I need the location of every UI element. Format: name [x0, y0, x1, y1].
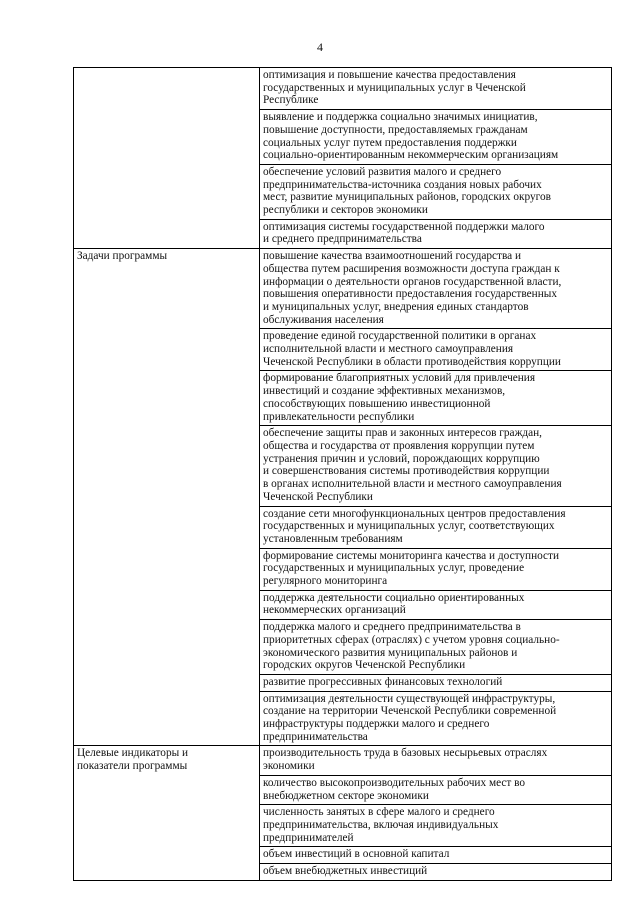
tasks-item-line: Чеченской Республики — [263, 490, 373, 503]
indicators-item-line: объем инвестиций в основной капитал — [263, 848, 450, 861]
tasks-item-line: государственных и муниципальных услуг, соответствующих — [263, 520, 555, 533]
tasks-item-line: городских округов Чеченской Республики — [263, 659, 466, 672]
tasks-item-line: развитие прогрессивных финансовых технологий — [263, 675, 503, 688]
tasks-item-line: общества путем расширения возможности доступа граждан к — [263, 262, 560, 275]
goals-item-line: оптимизация системы государственной поддержки малого — [263, 220, 545, 233]
goals-item-line: оптимизация и повышение качества предоставления — [263, 69, 516, 81]
tasks-item-line: и совершенствования системы противодействия коррупции — [263, 465, 550, 478]
goals-item-line: обеспечение условий развития малого и среднего — [263, 165, 502, 178]
page-number: 4 — [317, 40, 323, 54]
tasks-item-line: и муниципальных услуг, внедрения единых стандартов — [263, 300, 529, 313]
tasks-item-line: устранения причин и условий, порождающих коррупцию — [263, 452, 540, 465]
indicators-item — [260, 775, 612, 804]
tasks-item-line: предпринимательства — [263, 730, 368, 743]
goals-item-line: социальных услуг путем предоставления поддержки — [263, 136, 517, 149]
tasks-item-line: формирование благоприятных условий для привлечения — [263, 372, 536, 385]
tasks-item-line: создание сети многофункциональных центров предоставления — [263, 507, 566, 520]
tasks-item — [260, 674, 612, 691]
tasks-item-line: инвестиций и создание эффективных механизмов, — [263, 385, 506, 398]
tasks-item — [260, 548, 612, 590]
indicators-item-line: объем внебюджетных инвестиций — [263, 865, 428, 878]
indicators-label — [74, 746, 260, 880]
tasks-item-line: создание на территории Чеченской Республики современной — [263, 705, 557, 718]
goals-item-line: повышение доступности, предоставляемых гражданам — [263, 123, 528, 136]
tasks-item — [260, 620, 612, 675]
indicators-item-line: предпринимательства, включая индивидуальных — [263, 818, 499, 831]
goals-item-line: выявление и поддержка социально значимых инициатив, — [263, 111, 538, 124]
tasks-item-line: информации о деятельности органов государственной власти, — [263, 275, 562, 288]
tasks-item-line: общества и государства от проявления коррупции путем — [263, 439, 535, 452]
goals-item-line: республики и секторов экономики — [263, 204, 428, 217]
tasks-item-line: привлекательности республики — [263, 410, 415, 423]
indicators-label-line: Целевые индикаторы и — [77, 747, 189, 760]
indicators-item-line: внебюджетном секторе экономики — [263, 789, 429, 802]
goals-label — [74, 68, 260, 249]
tasks-item-line: формирование системы мониторинга качества и доступности — [263, 549, 560, 562]
goals-item — [260, 68, 612, 110]
tasks-label — [74, 249, 260, 746]
tasks-item-line: инфраструктуры поддержки малого и среднего — [263, 718, 490, 731]
tasks-item — [260, 371, 612, 426]
tasks-item — [260, 691, 612, 746]
indicators-item — [260, 746, 612, 775]
tasks-item — [260, 506, 612, 548]
tasks-item — [260, 590, 612, 619]
tasks-item-line: в органах исполнительной власти и местного самоуправления — [263, 478, 562, 491]
table-body — [74, 68, 612, 881]
tasks-item-line: обеспечение защиты прав и законных интересов граждан, — [263, 427, 543, 440]
indicators-item-line: количество высокопроизводительных рабочих мест во — [263, 776, 526, 789]
tasks-item-line: повышение качества взаимоотношений государства и — [263, 250, 522, 263]
tasks-item-line: исполнительной власти и местного самоуправления — [263, 343, 514, 356]
indicators-item-line: экономики — [263, 760, 315, 773]
tasks-item-line: приоритетных сферах (отраслях) с учетом уровня социально- — [263, 633, 560, 646]
goals-item-line: предпринимательства-источника создания новых рабочих — [263, 178, 542, 191]
indicators-item-line: производительность труда в базовых несырьевых отраслях — [263, 747, 548, 760]
goals-item — [260, 164, 612, 219]
goals-item — [260, 219, 612, 248]
tasks-item-line: Чеченской Республики в области противодействия коррупции — [263, 355, 561, 368]
indicators-item-line: предпринимателей — [263, 831, 354, 844]
tasks-label-line: Задачи программы — [77, 250, 168, 263]
indicators-item — [260, 864, 612, 881]
goals-item-line: социально-ориентированным некоммерческим организациям — [263, 149, 559, 162]
goals-item-line: Республике — [263, 94, 319, 107]
tasks-item — [260, 329, 612, 371]
goals-item — [260, 110, 612, 165]
indicators-label-line: показатели программы — [77, 760, 188, 773]
goals-item-line: и среднего предпринимательства — [263, 233, 422, 246]
goals-item-line: государственных и муниципальных услуг в Чеченской — [263, 81, 526, 94]
indicators-item — [260, 805, 612, 847]
indicators-item — [260, 847, 612, 864]
indicators-item-line: численность занятых в сфере малого и среднего — [263, 806, 495, 819]
tasks-item-line: повышения оперативности предоставления государственных — [263, 288, 557, 301]
table-row — [74, 68, 612, 110]
tasks-item-line: регулярного мониторинга — [263, 575, 388, 588]
tasks-item-line: проведение единой государственной политики в органах — [263, 330, 537, 343]
tasks-item-line: способствующих повышению инвестиционной — [263, 397, 491, 410]
tasks-item-line: оптимизация деятельности существующей инфраструктуры, — [263, 692, 556, 705]
table-row — [74, 746, 612, 775]
goals-item-line: мест, развитие муниципальных районов, городских округов — [263, 191, 551, 204]
tasks-item-line: поддержка малого и среднего предпринимательства в — [263, 621, 521, 634]
program-passport-table — [73, 67, 612, 881]
tasks-item-line: экономического развития муниципальных районов и — [263, 646, 518, 659]
tasks-item-line: обслуживания населения — [263, 313, 384, 326]
tasks-item — [260, 249, 612, 329]
table-row — [74, 249, 612, 329]
tasks-item-line: поддержка деятельности социально ориентированных — [263, 591, 525, 604]
tasks-item-line: государственных и муниципальных услуг, проведение — [263, 562, 525, 575]
tasks-item — [260, 426, 612, 506]
tasks-item-line: некоммерческих организаций — [263, 604, 406, 617]
tasks-item-line: установленным требованиям — [263, 532, 403, 545]
